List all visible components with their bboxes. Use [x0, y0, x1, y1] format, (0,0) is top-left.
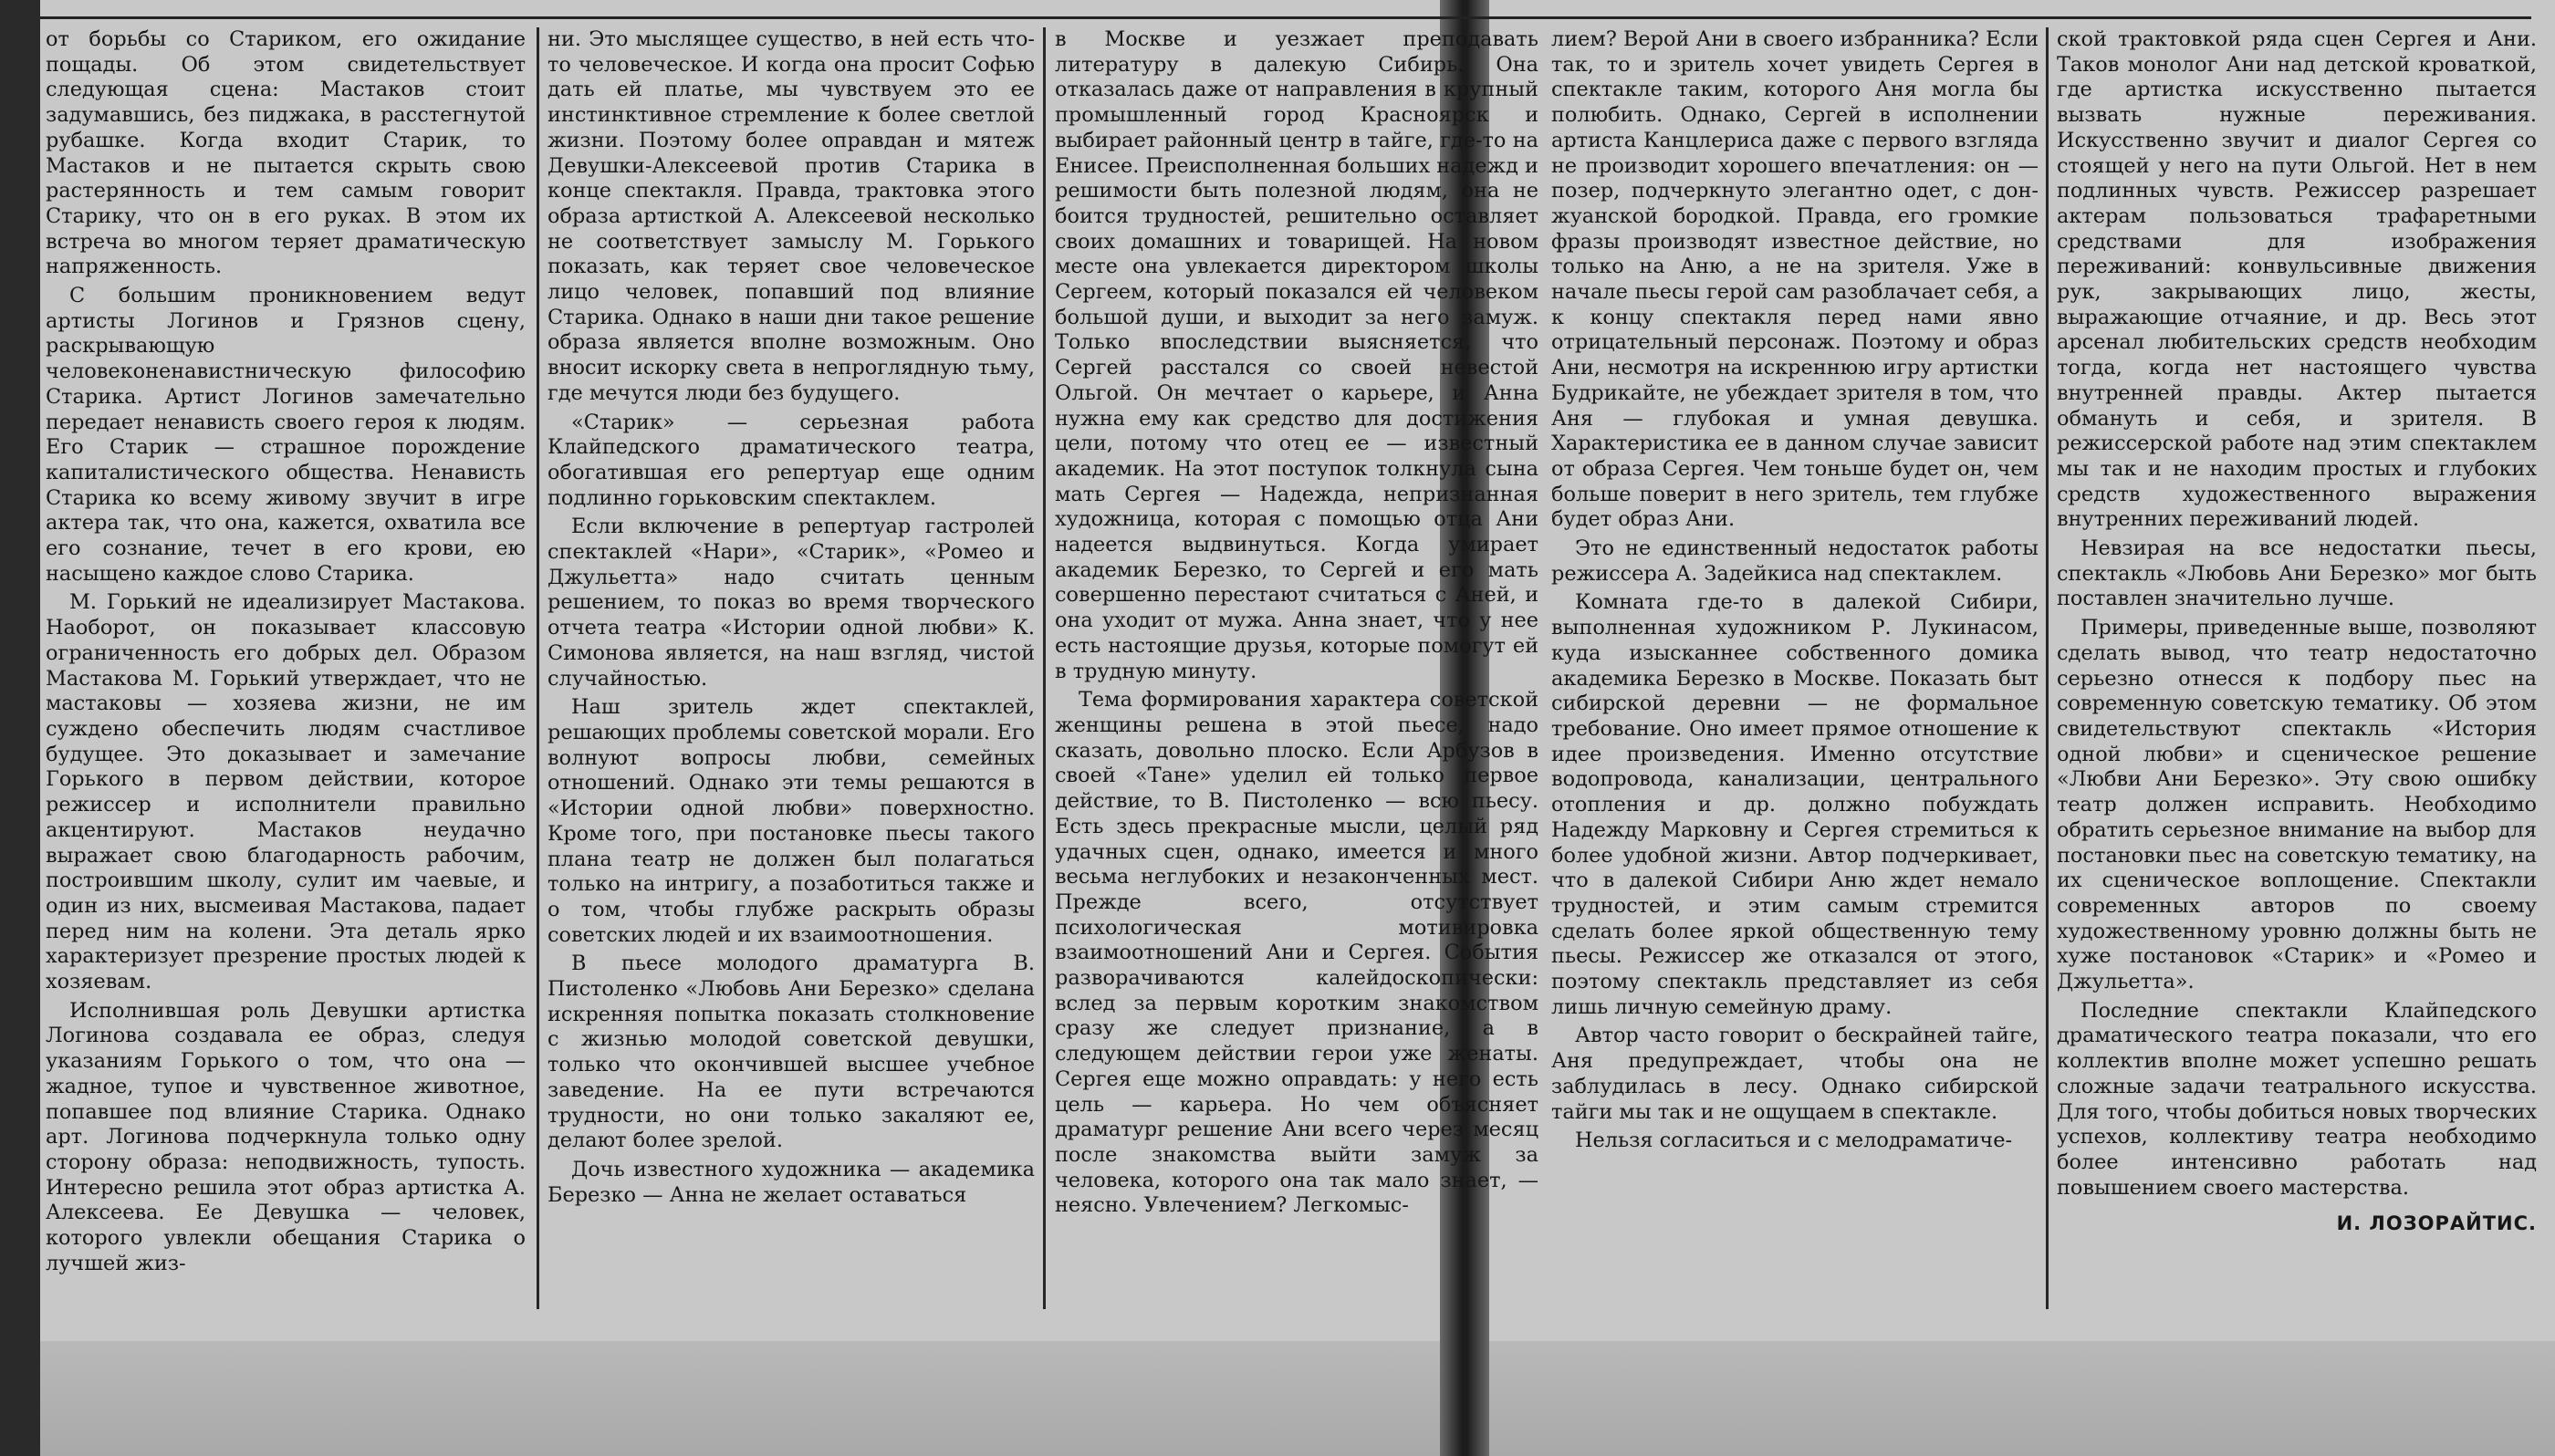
paragraph: Примеры, приведенные выше, позволяют сделать вывод, что театр недостаточно серьезно отнесся к подбору пьес на современную советскую тематику. Об этом свидетельствуют спектакль «История одной любви» и сценическое решение «Любви Ани Березко». Эту свою ошибку театр должен исправить. Необходимо обратить серьезное внимание на выбор для постановки пьес на советскую тематику, на их сценическое воплощение. Спектакли современных авторов по своему художественному уровню должны быть не хуже постановок «Старик» и «Ромео и Джульетта».	[2057, 616, 2537, 994]
column-divider	[1043, 27, 1046, 1309]
page-bottom-margin	[40, 1341, 2555, 1456]
column-divider	[537, 27, 539, 1309]
article-column-3	[1055, 27, 1538, 1314]
paragraph: ской трактовкой ряда сцен Сергея и Ани. Таков монолог Ани над детской кроваткой, где артистка искусственно пытается вызвать нужные переживания. Искусственно звучит и диалог Сергея со стоящей у него на пути Ольгой. Нет в нем подлинных чувств. Режиссер разрешает актерам пользоваться трафаретными средствами для изображения переживаний: конвульсивные движения рук, закрывающих лицо, жесты, выражающие отчаяние, и др. Весь этот арсенал любительских средств необходим тогда, когда нет настоящего чувства внутренней правды. Актер пытается обмануть и себя, и зрителя. В режиссерской работе над этим спектаклем мы так и не находим простых и глубоких средств художественного выражения внутренних переживаний людей.	[2057, 27, 2537, 532]
author-signature: И. ЛОЗОРАЙТИС.	[2336, 1212, 2537, 1235]
paragraph: В пьесе молодого драматурга В. Пистоленко «Любовь Ани Березко» сделана искренняя попытка показать столкновение с жизнью молодой советской девушки, только что окончившей высшее учебное заведение. На ее пути встречаются трудности, но они только закаляют ее, делают более зрелой.	[548, 952, 1035, 1153]
paragraph: Последние спектакли Клайпедского драматического театра показали, что его коллектив вполне может успешно решать сложные задачи театрального искусства. Для того, чтобы добиться новых творческих успехов, коллективу театра необходимо более интенсивно работать над повышением своего мастерства.	[2057, 998, 2537, 1200]
paragraph: лием? Верой Ани в своего избранника? Если так, то и зритель хочет увидеть Сергея в спектакле таким, которого Аня могла бы полюбить. Однако, Сергей в исполнении артиста Канцлериса даже с первого взгляда не производит хорошего впечатления: он — позер, подчеркнуто элегантно одет, с дон-жуанской бородкой. Правда, его громкие фразы производят известное действие, но только на Аню, а не на зрителя. Уже в начале пьесы герой сам разоблачает себя, а к концу спектакля перед нами явно отрицательный персонаж. Поэтому и образ Ани, несмотря на искреннюю игру артистки Будрикайте, не убеждает зрителя в том, что Аня — глубокая и умная девушка. Характеристика ее в данном случае зависит от образа Сергея. Чем тоньше будет он, чем больше поверит в него зритель, тем глубже будет образ Ани.	[1551, 27, 2039, 532]
article-column-1	[46, 27, 526, 1314]
article-column-5	[2057, 27, 2537, 1314]
top-rule	[40, 16, 2531, 19]
paragraph: Невзирая на все недостатки пьесы, спектакль «Любовь Ани Березко» мог быть поставлен значительно лучше.	[2057, 536, 2537, 611]
column-divider	[2046, 27, 2049, 1309]
paragraph: Нельзя согласиться и с мелодраматиче-	[1575, 1128, 2013, 1153]
article-column-2	[548, 27, 1035, 1314]
paragraph: С большим проникновением ведут артисты Логинов и Грязнов сцену, раскрывающую человеконенавистническую философию Старика. Артист Логинов замечательно передает ненависть своего героя к людям. Его Старик — страшное порождение капиталистического общества. Ненависть Старика ко всему живому звучит в игре актера так, что она, кажется, охватила все его сознание, течет в его крови, ею насыщено каждое слово Старика.	[46, 284, 526, 586]
paragraph: Дочь известного художника — академика Березко — Анна не желает оставаться	[548, 1157, 1035, 1207]
paragraph: Исполнившая роль Девушки артистка Логинова создавала ее образ, следуя указаниям Горького о том, что она — жадное, тупое и чувственное животное, попавшее под влияние Старика. Однако арт. Логинова подчеркнула только одну сторону образа: неподвижность, тупость. Интересно решила этот образ артистка А. Алексеева. Ее Девушка — человек, которого увлекли обещания Старика о лучшей жиз-	[46, 998, 526, 1275]
paragraph: «Старик» — серьезная работа Клайпедского драматического театра, обогатившая его репертуар еще одним подлинно горьковским спектаклем.	[548, 410, 1035, 510]
paragraph: М. Горький не идеализирует Мастакова. Наоборот, он показывает классовую ограниченность его добрых дел. Образом Мастакова М. Горький утверждает, что не мастаковы — хозяева жизни, не им суждено обеспечить людям счастливое будущее. Это доказывает и замечание Горького в первом действии, которое режиссер и исполнители правильно акцентируют. Мастаков неудачно выражает свою благодарность рабочим, построившим школу, сулит им чаевые, и один из них, высмеивая Мастакова, падает перед ним на колени. Эта деталь ярко характеризует презрение простых людей к хозяевам.	[46, 590, 526, 994]
article-column-4	[1551, 27, 2039, 1314]
paragraph: в Москве и уезжает преподавать литературу в далекую Сибирь. Она отказалась даже от направления в крупный промышленный город Красноярск и выбирает районный центр в тайге, где-то на Енисее. Преисполненная больших надежд и решимости быть полезной людям, она не боится трудностей, решительно оставляет своих домашних и товарищей. На новом месте она увлекается директором школы Сергеем, который показался ей человеком большой души, и выходит за него замуж. Только впоследствии выясняется, что Сергей расстался со своей невестой Ольгой. Он мечтает о карьере, и Анна нужна ему как средство для достижения цели, потому что отец ее — известный академик. На этот поступок толкнула сына мать Сергея — Надежда, непризнанная художница, которая с помощью отца Ани надеется выдвинуться. Когда умирает академик Березко, то Сергей и его мать совершенно перестают считаться с Аней, и она уходит от мужа. Анна знает, что у нее есть настоящие друзья, которые помогут ей в трудную минуту.	[1055, 27, 1538, 683]
paragraph: Если включение в репертуар гастролей спектаклей «Нари», «Старик», «Ромео и Джульетта» надо считать ценным решением, то показ во время творческого отчета театра «Истории одной любви» К. Симонова является, на наш взгляд, чистой случайностью.	[548, 515, 1035, 691]
paragraph: Это не единственный недостаток работы режиссера А. Задейкиса над спектаклем.	[1551, 536, 2039, 586]
paragraph: Автор часто говорит о бескрайней тайге, Аня предупреждает, чтобы она не заблудилась в лесу. Однако сибирской тайги мы так и не ощущаем в спектакле.	[1551, 1024, 2039, 1124]
paragraph: Комната где-то в далекой Сибири, выполненная художником Р. Лукинасом, куда изысканнее собственного домика академика Березко в Москве. Показать быт сибирской деревни — не формальное требование. Оно имеет прямое отношение к идее произведения. Именно отсутствие водопровода, канализации, центрального отопления и др. должно побуждать Надежду Марковну и Сергея стремиться к более удобной жизни. Автор подчеркивает, что в далекой Сибири Аню ждет немало трудностей, и этим самым стремится сделать более яркой общественную тему пьесы. Режиссер же отказался от этого, поэтому спектакль представляет из себя лишь личную семейную драму.	[1551, 590, 2039, 1019]
paragraph: от борьбы со Стариком, его ожидание пощады. Об этом свидетельствует следующая сцена: Мастаков стоит задумавшись, без пиджака, в расстегнутой рубашке. Когда входит Старик, то Мастаков и не пытается скрыть свою растерянность и тем самым говорит Старику, что он в его руках. В этом их встреча во многом теряет драматическую напряженность.	[46, 27, 526, 279]
paragraph: ни. Это мыслящее существо, в ней есть что-то человеческое. И когда она просит Софью дать ей платье, мы чувствуем это ее инстинктивное стремление к более светлой жизни. Поэтому более оправдан и мятеж Девушки-Алексеевой против Старика в конце спектакля. Правда, трактовка этого образа артисткой А. Алексеевой несколько не соответствует замыслу М. Горького показать, как теряет свое человеческое лицо человек, попавший под влияние Старика. Однако в наши дни такое решение образа является вполне возможным. Оно вносит искорку света в непроглядную тьму, где мечутся люди без будущего.	[548, 27, 1035, 405]
paragraph: Наш зритель ждет спектаклей, решающих проблемы советской морали. Его волнуют вопросы любви, семейных отношений. Однако эти темы решаются в «Истории одной любви» поверхностно. Кроме того, при постановке пьесы такого плана театр не должен был полагаться только на интригу, а позаботиться также и о том, чтобы глубже раскрыть образы советских людей и их взаимоотношения.	[548, 695, 1035, 947]
paragraph: Тема формирования характера советской женщины решена в этой пьесе, надо сказать, довольно плоско. Если Арбузов в своей «Тане» уделил ей только первое действие, то В. Пистоленко — всю пьесу. Есть здесь прекрасные мысли, целый ряд удачных сцен, однако, имеется и много весьма неглубоких и незаконченных мест. Прежде всего, отсутствует психологическая мотивировка взаимоотношений Ани и Сергея. События разворачиваются калейдоскопически: вслед за первым коротким знакомством сразу же следует признание, а в следующем действии герои уже женаты. Сергея еще можно оправдать: у него есть цель — карьера. Но чем объясняет драматург решение Ани всего через месяц после знакомства выйти замуж за человека, которого она так мало знает, — неясно. Увлечением? Легкомыс-	[1055, 688, 1538, 1218]
